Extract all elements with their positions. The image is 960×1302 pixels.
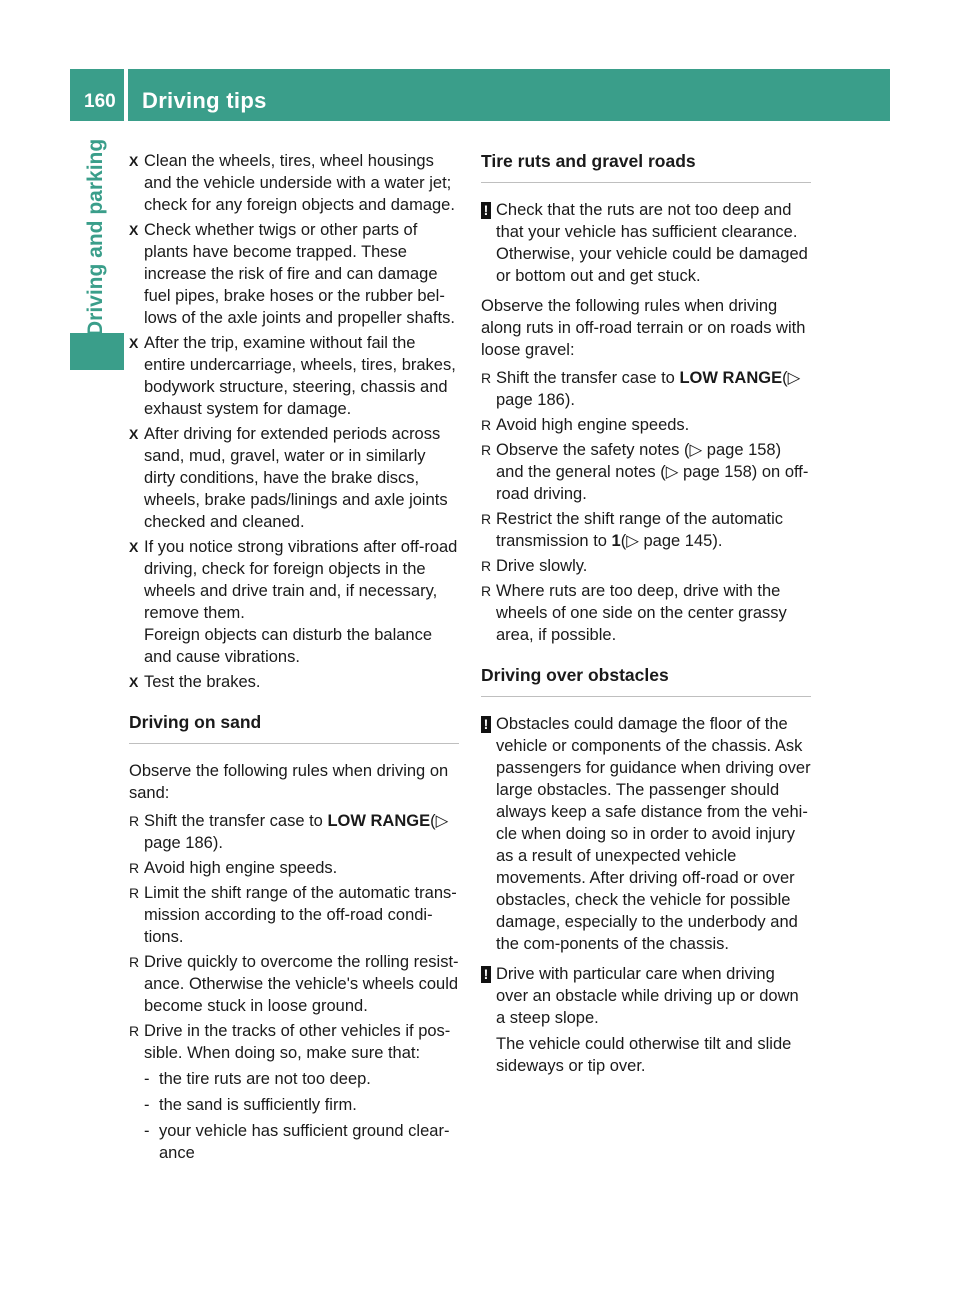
rule-text: Shift the transfer case to [496,369,680,387]
rule-marker: R [481,558,492,574]
item-text: After the trip, examine without fail the entire undercarriage, wheels, tires, brakes, bodywork structure, steering, chassis and exhaust system for damage. [144,334,456,418]
rule-item [481,508,811,552]
rule-text: Avoid high engine speeds. [144,859,338,877]
ruts-intro: Observe the following rules when driving along ruts in off-road terrain or on roads with loose gravel: [481,297,806,359]
rule-marker: R [129,1023,140,1039]
dash-marker: - [144,1096,150,1114]
rule-item [129,882,459,948]
rule-item [129,951,459,1017]
item-text: After driving for extended periods across sand, mud, gravel, water or in similarly dirty conditions, have the brake discs, wheels, brake pads/linings and axle joints checked and cleaned. [144,425,448,531]
warning-text: Drive with particular care when driving over an obstacle while driving up or down a steep slope. [496,965,799,1027]
list-item [129,332,459,420]
warning-text: Check that the ruts are not too deep and that your vehicle has sufficient clearance. Otherwise, your vehicle could be damaged or bottom out and get stuck. [496,201,808,285]
list-item [129,671,459,693]
section-heading-sand: Driving on sand [129,711,459,744]
sand-intro: Observe the following rules when driving on sand: [129,762,449,802]
section-label: Driving and parking [84,138,107,336]
page-reference-link[interactable]: (▷ page 186). [144,812,449,852]
item-note: Foreign objects can disturb the balance and cause vibrations. [144,626,433,666]
warning-note [481,963,811,1077]
header-bar [70,69,890,121]
step-marker: X [129,674,139,690]
rule-text: Observe the safety notes (▷ page 158) and the general notes (▷ page 158) on off-road driving. [496,441,809,503]
item-text: Check whether twigs or other parts of plants have become trapped. These increase the risk of fire and can damage fuel pipes, brake hoses or the rubber bel-lows of the axle joints and propeller shafts. [144,221,455,327]
rule-text: Avoid high engine speeds. [496,416,690,434]
section-heading-ruts: Tire ruts and gravel roads [481,150,811,183]
rule-marker: R [129,954,140,970]
sub-item-text: the tire ruts are not too deep. [159,1070,371,1088]
step-marker: X [129,153,139,169]
sub-item-text: the sand is sufficiently firm. [159,1096,357,1114]
rule-marker: R [129,885,140,901]
list-item [129,536,459,668]
sub-item [129,1068,459,1090]
rule-marker: R [481,583,492,599]
rule-text: Restrict the shift range of the automatic transmission to [496,510,784,550]
rule-marker: R [481,370,492,386]
step-marker: X [129,222,139,238]
rule-item [481,367,811,411]
list-item [129,150,459,216]
rule-marker: R [481,442,492,458]
right-column [481,150,811,1085]
sub-item [129,1094,459,1116]
rule-item [129,810,459,854]
section-heading-obstacles: Driving over obstacles [481,664,811,697]
rule-marker: R [129,860,140,876]
rule-bold: LOW RANGE [679,369,783,387]
rule-text: Limit the shift range of the automatic trans-mission according to the off-road condi-tions. [144,884,457,946]
rule-text: Drive slowly. [496,557,588,575]
dash-marker: - [144,1122,150,1140]
page-number: 160 [84,91,116,112]
rule-marker: R [129,813,140,829]
rule-text: Where ruts are too deep, drive with the wheels of one side on the center grassy area, if possible. [496,582,787,644]
rule-bold: 1 [611,532,621,550]
warning-note [481,713,811,955]
section-tab-marker [70,333,124,370]
warning-text: Obstacles could damage the floor of the vehicle or components of the chassis. Ask passengers for guidance when driving over large obstacles. The passenger should always keep a safe distance from the vehi-cle when doing so in order to avoid injury as a result of unexpected vehicle movements. After driving off-road or over obstacles, check the vehicle for possible damage, especially to the underbody and the com-ponents of the chassis. [496,715,811,953]
list-item [129,219,459,329]
dash-marker: - [144,1070,150,1088]
rule-item [129,1020,459,1064]
warning-icon: ! [481,716,491,733]
step-marker: X [129,539,139,555]
page-reference-link[interactable]: (▷ page 186). [496,369,801,409]
sub-item [129,1120,459,1164]
left-column [129,150,459,1168]
page-reference-link[interactable]: (▷ page 145). [620,532,723,550]
rule-marker: R [481,511,492,527]
sub-item-text: your vehicle has sufficient ground clear-ance [159,1122,450,1162]
item-text: Test the brakes. [144,673,261,691]
warning-note [481,199,811,287]
step-marker: X [129,335,139,351]
item-text: Clean the wheels, tires, wheel housings and the vehicle underside with a water jet; check for any foreign objects and damage. [144,152,455,214]
rule-item [481,555,811,577]
list-item [129,423,459,533]
warning-text: The vehicle could otherwise tilt and slide sideways or tip over. [496,1035,792,1075]
rule-text: Drive in the tracks of other vehicles if pos-sible. When doing so, make sure that: [144,1022,451,1062]
rule-text: Drive quickly to overcome the rolling resist-ance. Otherwise the vehicle's wheels could become stuck in loose ground. [144,953,459,1015]
step-marker: X [129,426,139,442]
rule-item [481,439,811,505]
warning-icon: ! [481,202,491,219]
warning-icon: ! [481,966,491,983]
item-text: If you notice strong vibrations after off-road driving, check for foreign objects in the wheels and drive train and, if necessary, remove them. [144,538,458,622]
header-divider [124,69,128,121]
rule-marker: R [481,417,492,433]
rule-text: Shift the transfer case to [144,812,328,830]
rule-item [481,414,811,436]
rule-item [481,580,811,646]
rule-item [129,857,459,879]
page-title: Driving tips [142,88,267,113]
rule-bold: LOW RANGE [327,812,431,830]
